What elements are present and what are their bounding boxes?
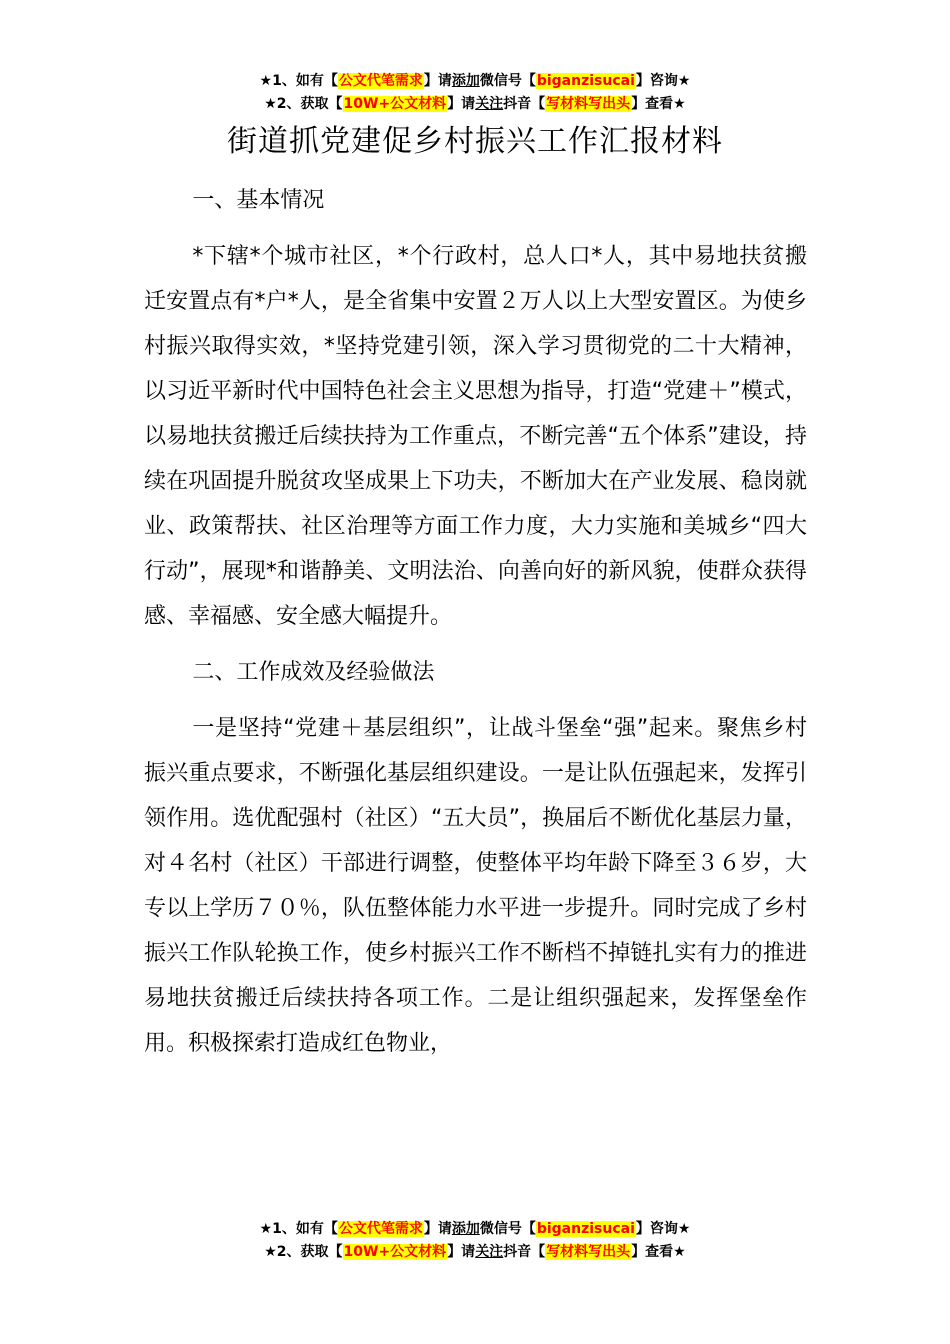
promo-line-2-mid: 】请 [447, 96, 476, 112]
promo-line-2-highlight-materials: 10W+公文材料 [343, 1244, 447, 1260]
promo-line-1-highlight-wechat: biganzisucai [536, 1221, 635, 1237]
promo-line-1-mid: 】请 [423, 1221, 452, 1237]
promo-banner-top [0, 70, 950, 116]
section-1-paragraph: *下辖*个城市社区，*个行政村，总人口*人，其中易地扶贫搬迁安置点有*户*人，是全省集中安置２万人以上大型安置区。为使乡村振兴取得实效，*坚持党建引领，深入学习贯彻党的二十大精神，以习近平新时代中国特色社会主义思想为指导，打造“党建＋”模式，以易地扶贫搬迁后续扶持为工作重点，不断完善“五个体系”建设，持续在巩固提升脱贫攻坚成果上下功夫，不断加大在产业发展、稳岗就业、政策帮扶、社区治理等方面工作力度，大力实施和美城乡“四大行动”，展现*和谐静美、文明法治、向善向好的新风貌，使群众获得感、幸福感、安全感大幅提升。 [144, 244, 807, 629]
promo-line-2-highlight-douyin: 写材料写出头 [546, 96, 631, 112]
promo-line-1-emphasis: 添加 [451, 1221, 480, 1237]
promo-line-2-emphasis: 关注 [475, 96, 504, 112]
promo-line-1-mid: 】请 [423, 73, 452, 89]
promo-line-1-highlight-service: 公文代笔需求 [338, 1221, 423, 1237]
promo-line-2-mid: 】请 [447, 1244, 476, 1260]
promo-line-2-highlight-materials: 10W+公文材料 [343, 96, 447, 112]
promo-line-1 [0, 1218, 950, 1241]
promo-line-2-mid-2: 抖音【 [503, 96, 546, 112]
promo-line-1-suffix: 】咨询★ [635, 1221, 691, 1237]
promo-line-2-prefix: ★2、获取【 [264, 1244, 343, 1260]
section-1-heading: 一、基本情况 [192, 188, 325, 213]
promo-line-1-mid-2: 微信号【 [479, 73, 536, 89]
promo-line-2 [0, 93, 950, 116]
promo-banner-bottom [0, 1218, 950, 1264]
promo-line-1-highlight-wechat: biganzisucai [536, 73, 635, 89]
promo-line-1-highlight-service: 公文代笔需求 [338, 73, 423, 89]
promo-line-2-suffix: 】查看★ [631, 96, 686, 112]
promo-line-2-prefix: ★2、获取【 [264, 96, 343, 112]
document-title: 街道抓党建促乡村振兴工作汇报材料 [227, 124, 723, 159]
promo-line-2-highlight-douyin: 写材料写出头 [546, 1244, 631, 1260]
section-2-paragraph: 一是坚持“党建＋基层组织”，让战斗堡垒“强”起来。聚焦乡村振兴重点要求，不断强化基层组织建设。一是让队伍强起来，发挥引领作用。选优配强村（社区）“五大员”，换届后不断优化基层力量，对４名村（社区）干部进行调整，使整体平均年龄下降至３６岁，大专以上学历７０％，队伍整体能力水平进一步提升。同时完成了乡村振兴工作队轮换工作，使乡村振兴工作不断档不掉链扎实有力的推进易地扶贫搬迁后续扶持各项工作。二是让组织强起来，发挥堡垒作用。积极探索打造成红色物业， [144, 716, 807, 1056]
promo-line-2 [0, 1241, 950, 1264]
promo-line-1-mid-2: 微信号【 [479, 1221, 536, 1237]
promo-line-2-emphasis: 关注 [475, 1244, 504, 1260]
section-2-heading: 二、工作成效及经验做法 [192, 660, 435, 685]
promo-line-1-emphasis: 添加 [451, 73, 480, 89]
document-body [144, 178, 807, 1066]
promo-line-1-suffix: 】咨询★ [635, 73, 691, 89]
promo-line-1-prefix: ★1、如有【 [259, 73, 338, 89]
promo-line-1 [0, 70, 950, 93]
promo-line-2-suffix: 】查看★ [631, 1244, 686, 1260]
promo-line-1-prefix: ★1、如有【 [259, 1221, 338, 1237]
promo-line-2-mid-2: 抖音【 [503, 1244, 546, 1260]
